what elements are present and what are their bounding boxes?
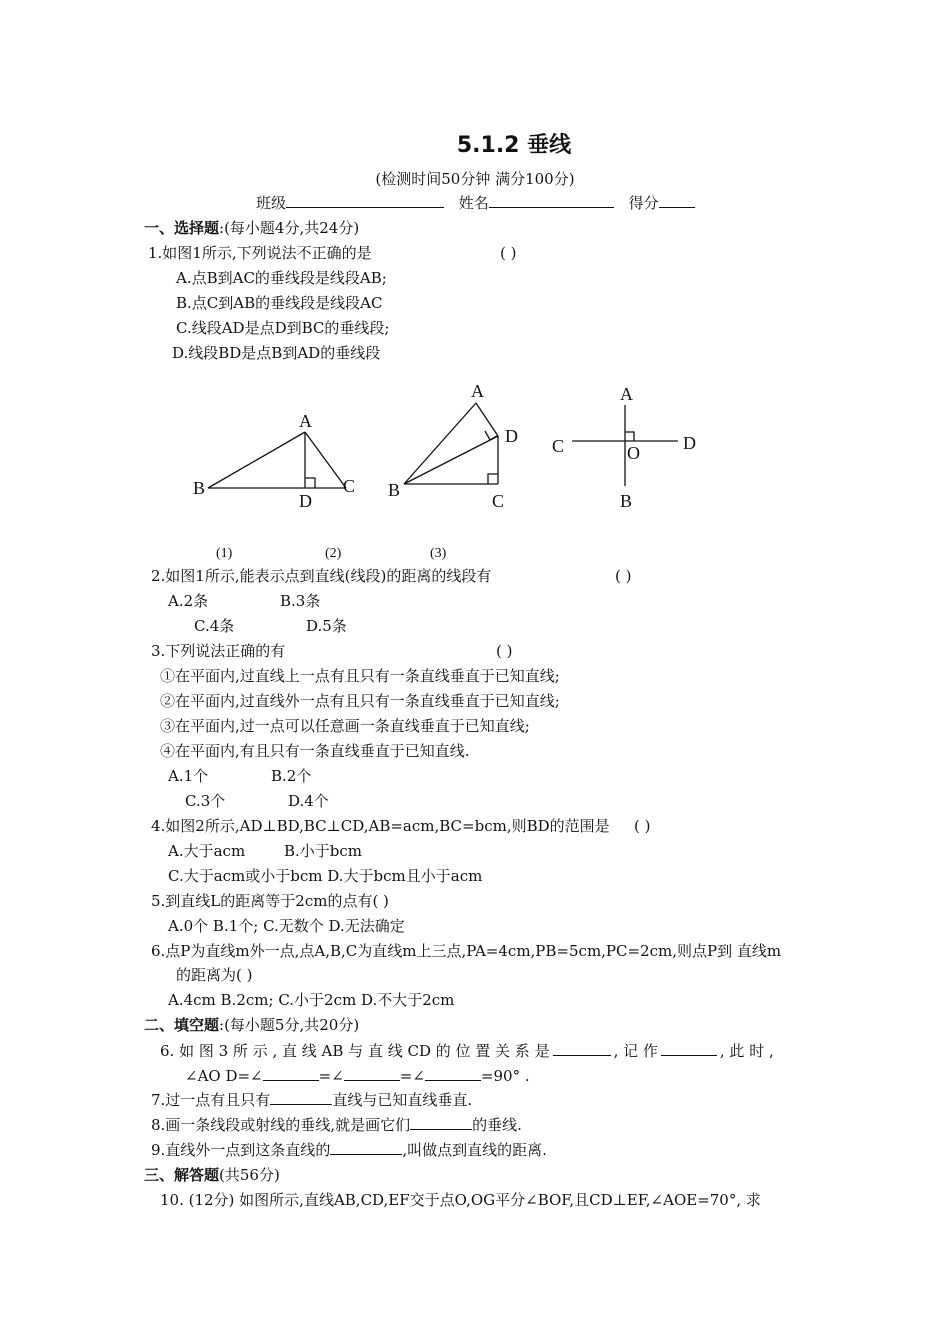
caption-1: (1)	[216, 546, 233, 561]
fig3-label-d: D	[683, 433, 696, 453]
q4-paren: ( )	[634, 817, 651, 835]
page-subtitle: (检测时间50分钟 满分100分)	[375, 170, 575, 188]
q1-option-b: B.点C到AB的垂线段是线段AC	[176, 294, 383, 312]
page-title: 5.1.2 垂线	[456, 133, 572, 158]
fig3-label-o: O	[627, 443, 640, 463]
q3-option-c: C.3个	[185, 792, 226, 810]
q3-statement-2: ②在平面内,过直线外一点有且只有一条直线垂直于已知直线;	[160, 692, 560, 710]
q1-stem: 1.如图1所示,下列说法不正确的是	[148, 244, 372, 262]
fill-q9: 9.直线外一点到这条直线的 ,叫做点到直线的距离.	[151, 1141, 547, 1159]
q4-stem: 4.如图2所示,AD⊥BD,BC⊥CD,AB=acm,BC=bcm,则BD的范围是	[151, 817, 610, 835]
q3-statement-1: ①在平面内,过直线上一点有且只有一条直线垂直于已知直线;	[160, 667, 560, 685]
fig3-label-b: B	[620, 491, 633, 511]
q1-paren: ( )	[500, 244, 517, 262]
section-3-heading: 三、解答题(共56分)	[144, 1166, 280, 1184]
q2-option-d: D.5条	[306, 617, 347, 635]
q4-option-b: B.小于bcm	[284, 842, 363, 860]
fill-q6-line2: ∠AO D=∠ =∠ =∠ =90° .	[185, 1067, 530, 1085]
caption-3: (3)	[430, 546, 447, 561]
q1-option-d: D.线段BD是点B到AD的垂线段	[172, 344, 381, 362]
geometry-figures	[0, 0, 950, 580]
figure-3	[572, 405, 678, 486]
q10-text: 10. (12分) 如图所示,直线AB,CD,EF交于点O,OG平分∠BOF,且CD⊥EF,∠AOE=70°, 求	[160, 1191, 761, 1209]
q5-options: A.0个 B.1个; C.无数个 D.无法确定	[168, 917, 405, 935]
fig2-label-d: D	[505, 426, 518, 446]
fill-blank	[661, 1041, 717, 1056]
q3-option-b: B.2个	[271, 767, 312, 785]
name-label: 姓名	[458, 194, 489, 212]
fig3-label-a: A	[620, 384, 633, 404]
q3-option-a: A.1个	[168, 767, 209, 785]
q2-paren: ( )	[615, 567, 632, 585]
figure-2	[404, 403, 498, 484]
q3-statement-4: ④在平面内,有且只有一条直线垂直于已知直线.	[160, 742, 470, 760]
q2-option-c: C.4条	[194, 617, 235, 635]
fig1-label-c: C	[343, 476, 356, 496]
fig2-label-c: C	[492, 491, 505, 511]
fig2-label-a: A	[471, 381, 484, 401]
fill-blank	[344, 1066, 400, 1081]
section-1-heading: 一、选择题:(每小题4分,共24分)	[144, 219, 360, 237]
caption-2: (2)	[325, 546, 342, 561]
fill-blank	[270, 1090, 332, 1105]
fig2-label-b: B	[388, 480, 401, 500]
section-2-heading: 二、填空题:(每小题5分,共20分)	[144, 1016, 360, 1034]
fig3-label-c: C	[552, 436, 565, 456]
q2-option-b: B.3条	[280, 592, 321, 610]
score-label: 得分	[628, 194, 659, 212]
q5-stem: 5.到直线L的距离等于2cm的点有( )	[151, 892, 389, 910]
figure-1	[208, 432, 346, 488]
q3-stem: 3.下列说法正确的有	[151, 642, 286, 660]
q4-options-cd: C.大于acm或小于bcm D.大于bcm且小于acm	[168, 867, 483, 885]
fill-blank	[425, 1066, 481, 1081]
fill-blank	[410, 1115, 472, 1130]
q2-stem: 2.如图1所示,能表示点到直线(线段)的距离的线段有	[151, 567, 492, 585]
q1-option-a: A.点B到AC的垂线段是线段AB;	[176, 269, 387, 287]
q3-option-d: D.4个	[288, 792, 329, 810]
q2-option-a: A.2条	[168, 592, 209, 610]
q4-option-a: A.大于acm	[168, 842, 246, 860]
class-label: 班级	[256, 194, 287, 212]
fill-blank	[553, 1041, 611, 1056]
fig1-label-d: D	[299, 491, 312, 511]
fill-blank	[263, 1066, 319, 1081]
fig1-label-b: B	[193, 478, 206, 498]
q6-options: A.4cm B.2cm; C.小于2cm D.不大于2cm	[168, 991, 455, 1009]
q6-stem-continued: 的距离为( )	[176, 966, 253, 984]
fill-q7: 7.过一点有且只有 直线与已知直线垂直.	[151, 1091, 473, 1109]
fig1-label-a: A	[299, 411, 312, 431]
fill-q6-line1: 6. 如 图 3 所 示 , 直 线 AB 与 直 线 CD 的 位 置 关 系 是 , 记 作 , 此 时 ,	[160, 1042, 774, 1060]
fill-blank	[330, 1140, 402, 1155]
q3-statement-3: ③在平面内,过一点可以任意画一条直线垂直于已知直线;	[160, 717, 530, 735]
fill-q8: 8.画一条线段或射线的垂线,就是画它们 的垂线.	[151, 1116, 522, 1134]
q3-paren: ( )	[496, 642, 513, 660]
q1-option-c: C.线段AD是点D到BC的垂线段;	[176, 319, 390, 337]
q6-stem: 6.点P为直线m外一点,点A,B,C为直线m上三点,PA=4cm,PB=5cm,PC=2cm,则点P到 直线m	[151, 942, 782, 960]
